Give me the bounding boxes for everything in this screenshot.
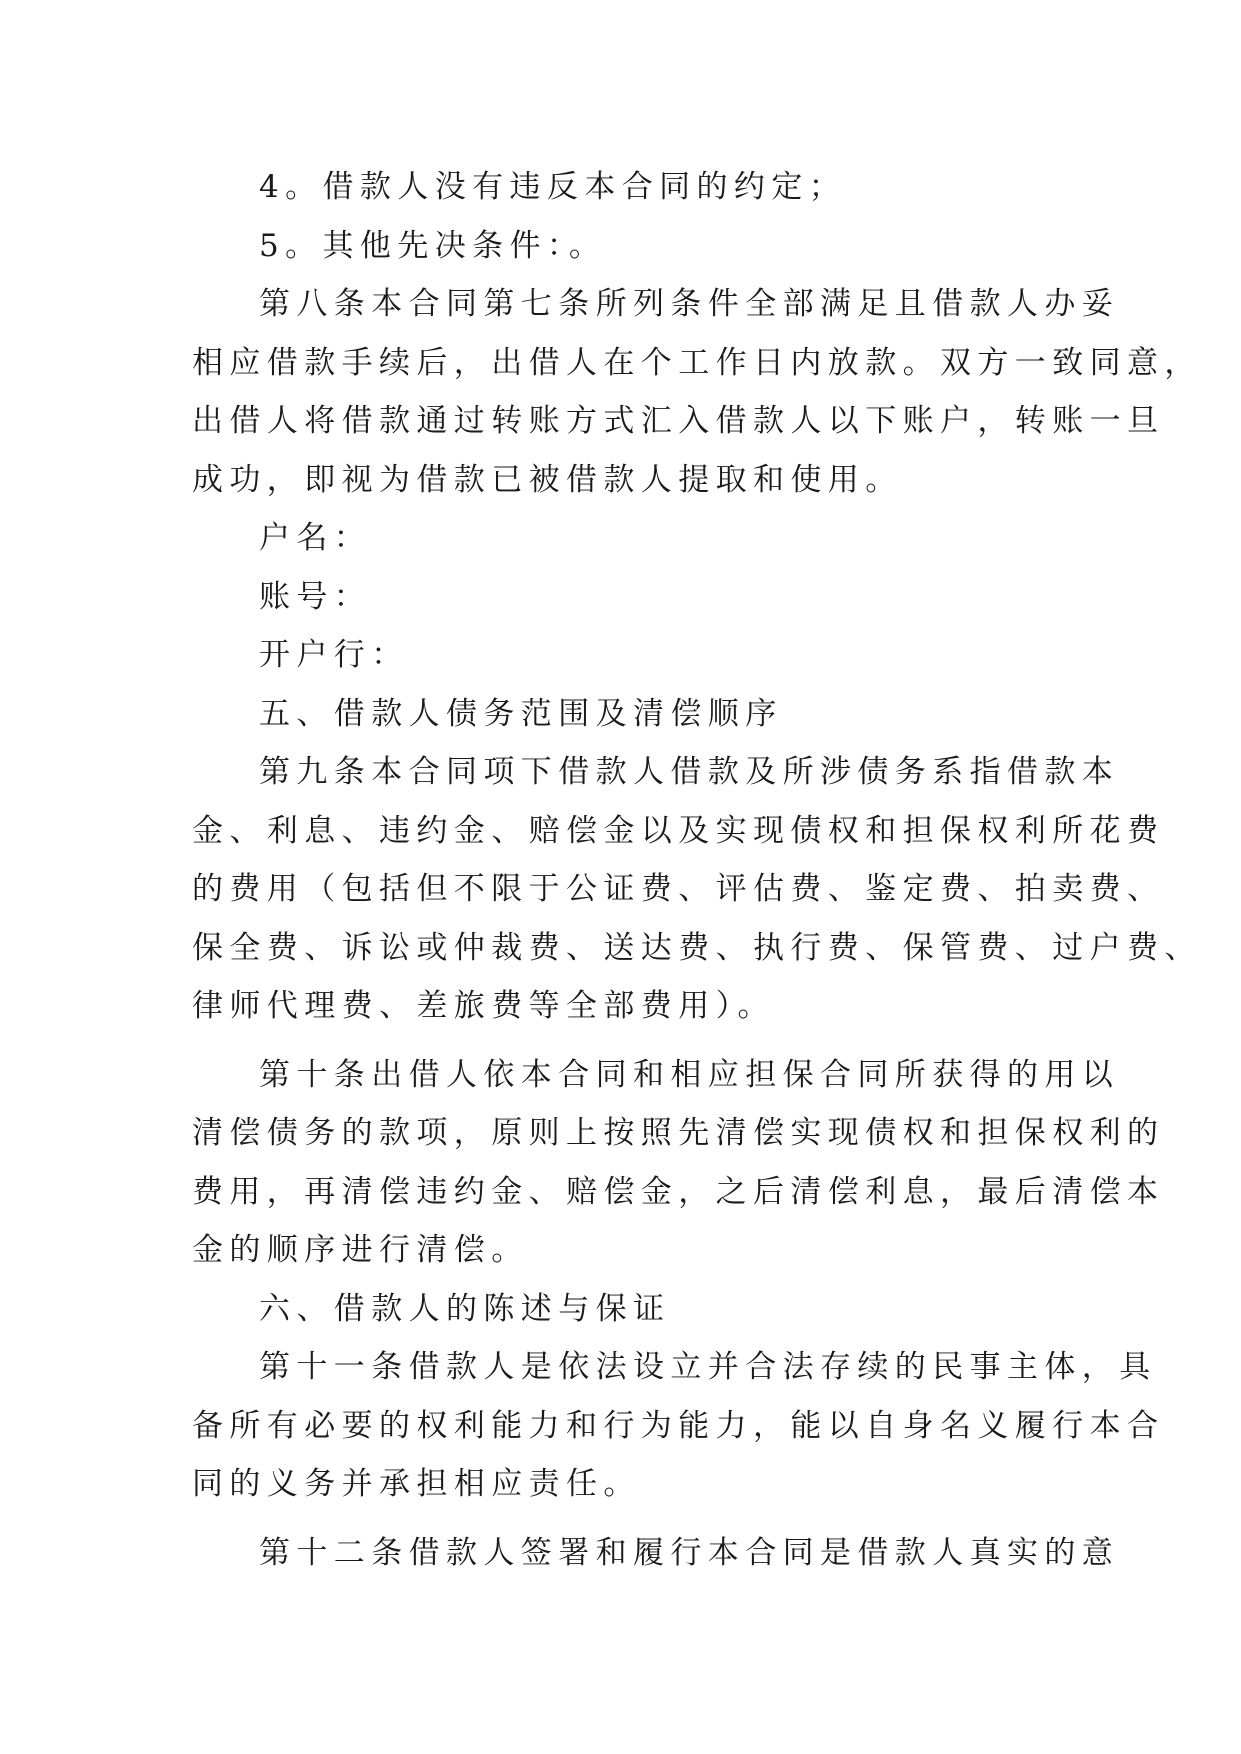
paragraph-line: 的费用（包括但不限于公证费、评估费、鉴定费、拍卖费、 [192, 871, 1165, 907]
paragraph-line: 账号： [259, 578, 372, 615]
paragraph-line: 相应借款手续后，出借人在个工作日内放款。双方一致同意， [192, 344, 1202, 381]
paragraph-line: 第十一条借款人是依法设立并合法存续的民事主体，具 [259, 1349, 1157, 1385]
paragraph-line: 成功，即视为借款已被借款人提取和使用。 [192, 461, 903, 498]
paragraph-line: 清偿债务的款项，原则上按照先清偿实现债权和担保权利的 [192, 1115, 1165, 1151]
paragraph-line: 第十条出借人依本合同和相应担保合同所获得的用以 [259, 1056, 1120, 1093]
paragraph-line: 律师代理费、差旅费等全部费用）。 [192, 988, 775, 1024]
paragraph-line: 保全费、诉讼或仲裁费、送达费、执行费、保管费、过户费、 [192, 929, 1202, 966]
paragraph-line: 金、利息、违约金、赔偿金以及实现债权和担保权利所花费 [192, 812, 1165, 849]
paragraph-line: 4。借款人没有违反本合同的约定； [259, 169, 847, 205]
paragraph-line: 开户行： [259, 637, 409, 673]
paragraph-line: 费用，再清偿违约金、赔偿金，之后清偿利息，最后清偿本 [192, 1173, 1165, 1210]
section-heading: 五、借款人债务范围及清偿顺序 [259, 695, 783, 732]
paragraph-line: 第九条本合同项下借款人借款及所涉债务系指借款本 [259, 754, 1120, 790]
paragraph-line: 金的顺序进行清偿。 [192, 1232, 529, 1268]
paragraph-line: 5。其他先决条件：。 [259, 227, 607, 264]
paragraph-line: 第十二条借款人签署和履行本合同是借款人真实的意 [259, 1534, 1120, 1571]
section-heading: 六、借款人的陈述与保证 [259, 1290, 671, 1327]
paragraph-line: 出借人将借款通过转账方式汇入借款人以下账户，转账一旦 [192, 403, 1165, 439]
paragraph-line: 备所有必要的权利能力和行为能力，能以自身名义履行本合 [192, 1407, 1165, 1444]
paragraph-line: 同的义务并承担相应责任。 [192, 1466, 641, 1502]
document-body [192, 158, 1202, 1582]
paragraph-line: 户名： [259, 520, 372, 556]
paragraph-line: 第八条本合同第七条所列条件全部满足且借款人办妥 [259, 286, 1120, 322]
